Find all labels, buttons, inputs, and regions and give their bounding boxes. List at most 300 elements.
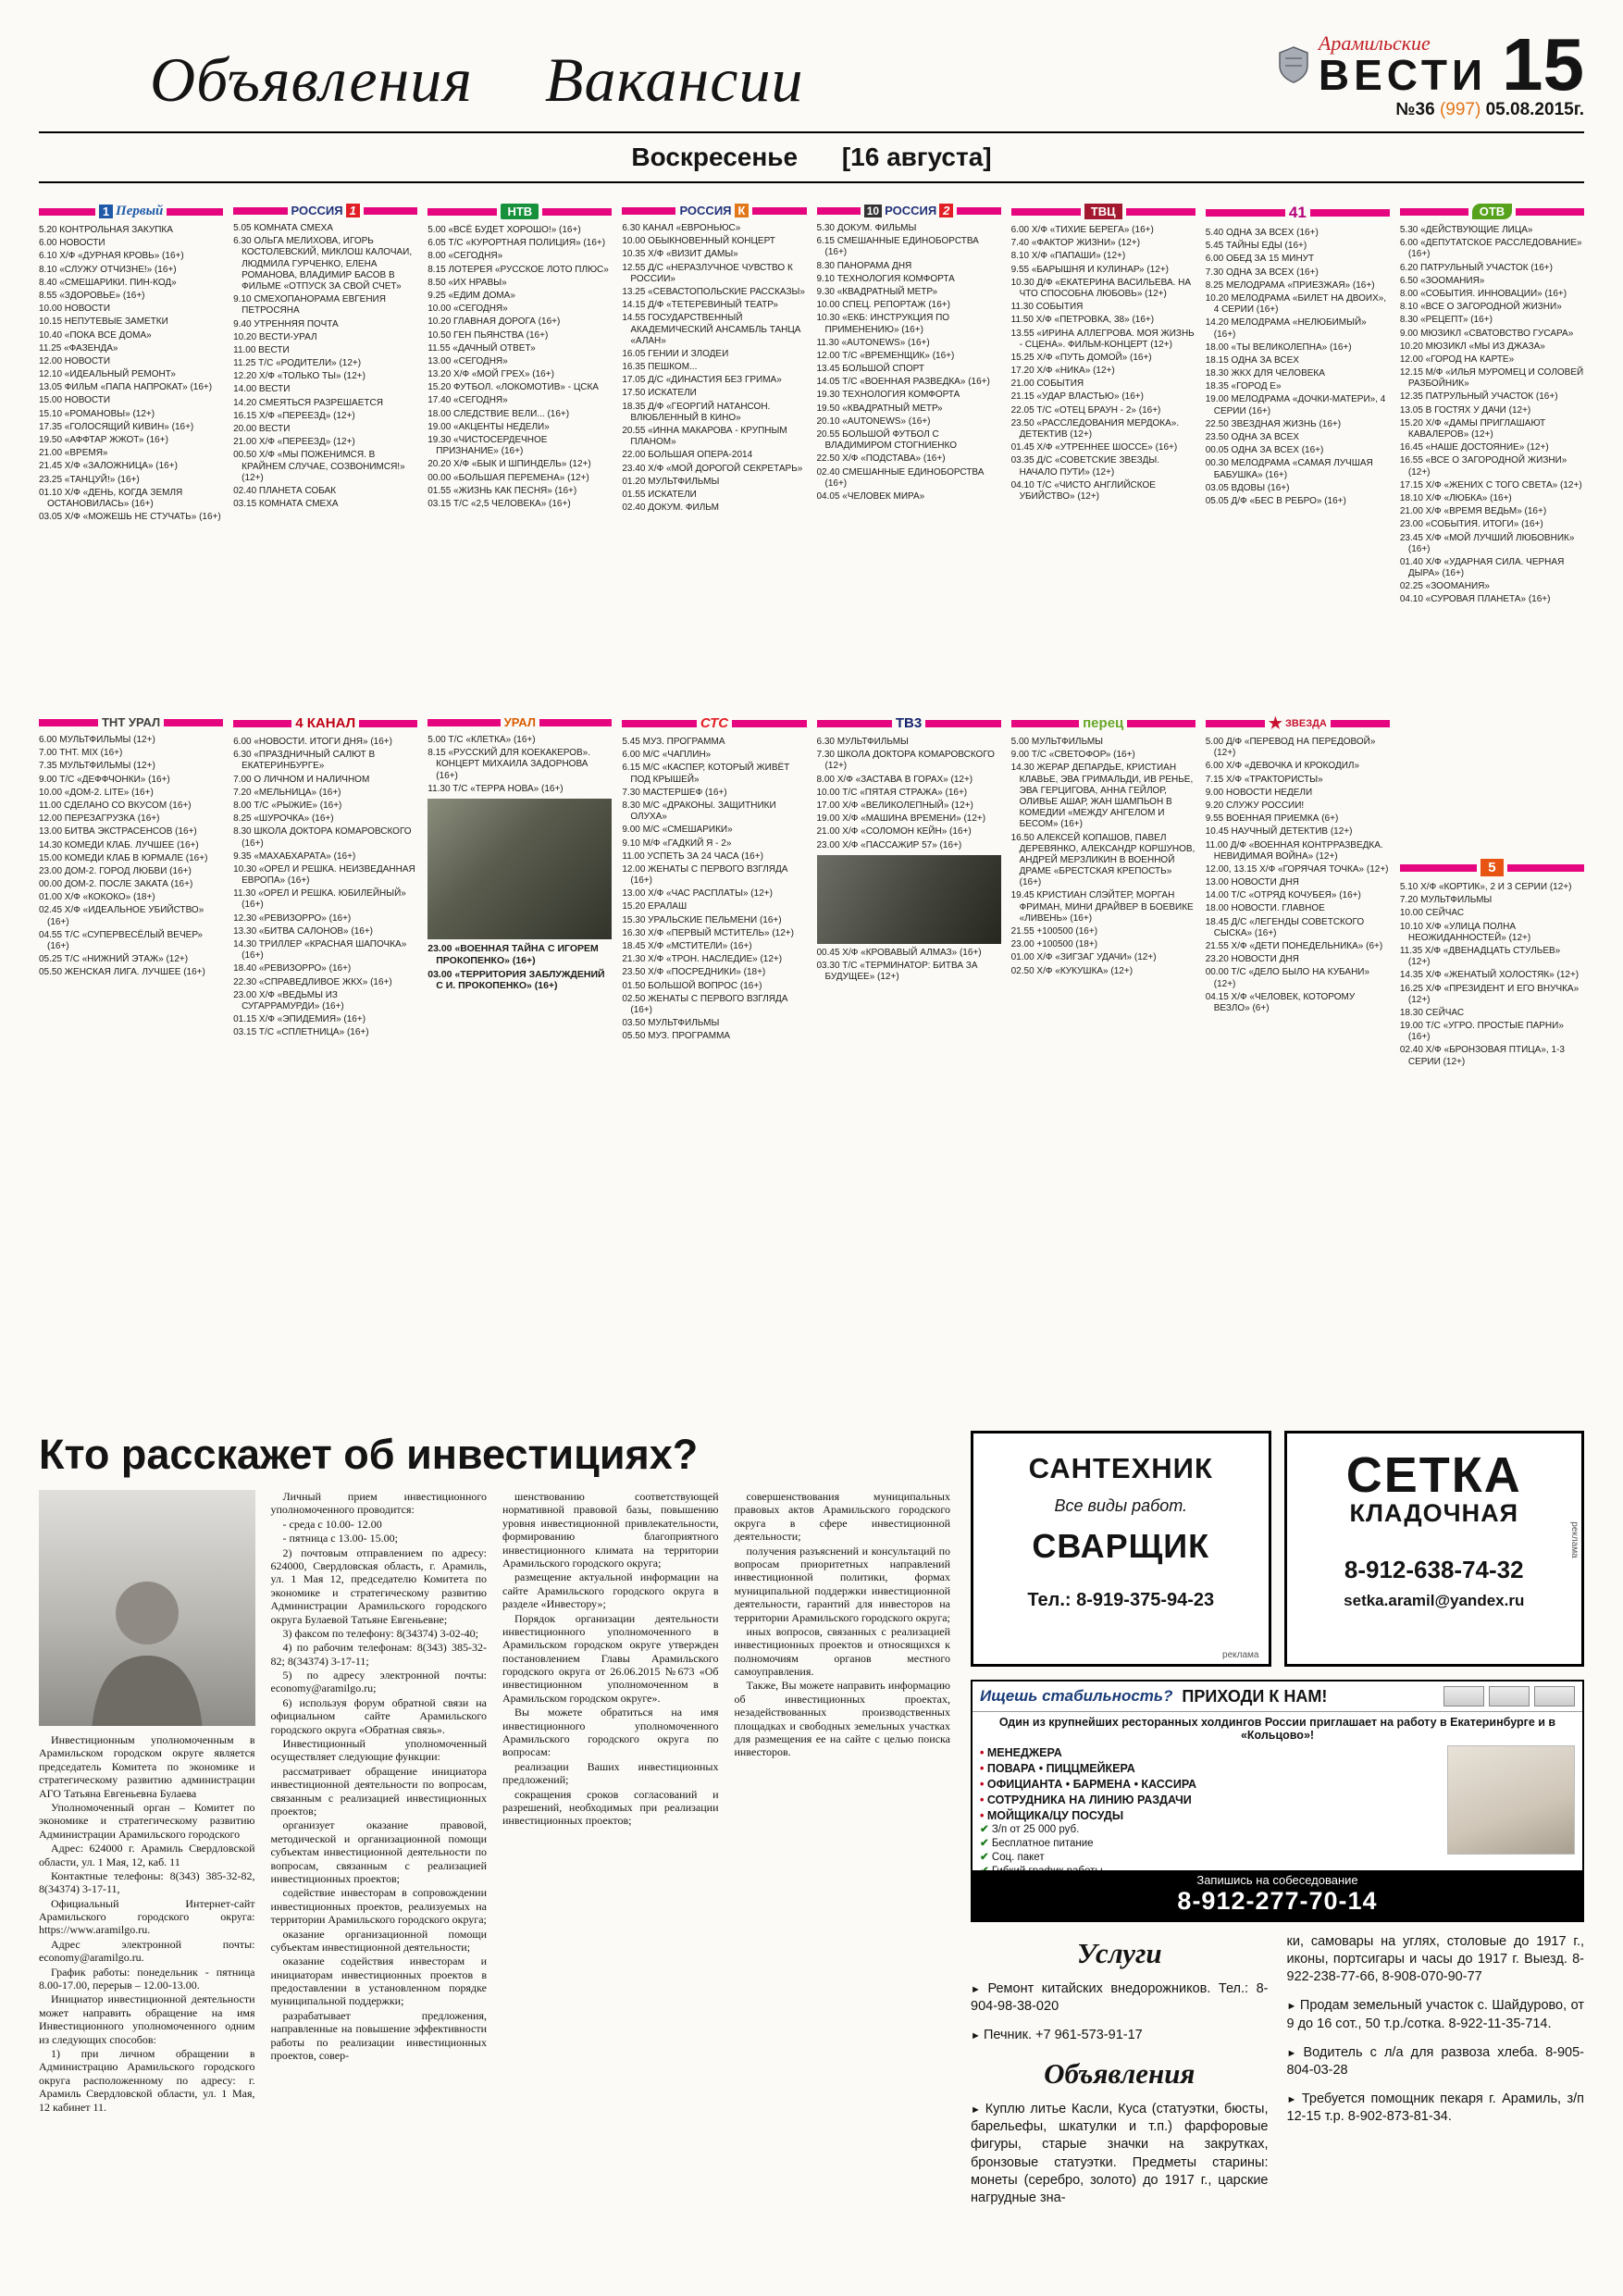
program-item: 21.55 +100500 (16+) (1010, 926, 1098, 937)
program-item: 6.00 «НОВОСТИ. ИТОГИ ДНЯ» (16+) (233, 737, 392, 747)
tv-column-8 (1400, 196, 1584, 1416)
restaurant-ad-phone: 8-912-277-70-14 (1177, 1887, 1378, 1915)
article-paragraph: организует оказание правовой, методической и организационной помощи субъектам инвестиционной деятельности по вопросам, связанным с реализацией инвестиционных проектов; (270, 1818, 487, 1885)
program-item: 03.05 ВДОВЫ (16+) (1205, 482, 1290, 493)
program-item: 6.00 «ДЕПУТАТСКОЕ РАССЛЕДОВАНИЕ» (16+) (1399, 238, 1582, 260)
article-paragraph: Инвестиционным уполномоченным в Арамильском городском округе является председатель Комитета по экономике и стратегическому развитию администрации АГО Татьяна Евгеньевна Булаева (39, 1733, 255, 1800)
article-paragraph: оказание организационной помощи субъектам инвестиционной деятельности; (270, 1927, 487, 1954)
program-item: 13.00 «СЕГОДНЯ» (427, 355, 508, 366)
program-item: 10.00 СЕЙЧАС (1399, 908, 1465, 919)
header-bar (1310, 209, 1390, 217)
header-bar (359, 720, 417, 727)
program-item: 02.40 ДОКУМ. ФИЛЬМ (622, 503, 719, 514)
program-item: 18.15 ОДНА ЗА ВСЕХ (1205, 354, 1299, 366)
program-item: 10.15 НЕПУТЕВЫЕ ЗАМЕТКИ (39, 316, 168, 328)
program-item: 21.45 Х/Ф «ЗАЛОЖНИЦА» (16+) (39, 461, 178, 472)
program-item: 17.05 Д/С «ДИНАСТИЯ БЕЗ ГРИМА» (622, 375, 782, 386)
program-item: 04.15 Х/Ф «ЧЕЛОВЕК, КОТОРОМУ ВЕЗЛО» (6+) (1205, 991, 1356, 1013)
program-item: 19.00 «АКЦЕНТЫ НЕДЕЛИ» (427, 421, 550, 432)
tv-program-grid (39, 196, 1584, 1416)
article-paragraph: шенствованию соответствующей нормативной правовой базы, повышению уровня инвестиционной привлекательности, формированию благоприятного инвестиционного климата на территории Арамильского городского округа; (502, 1490, 719, 1570)
program-item: 9.55 ВОЕННАЯ ПРИЕМКА (6+) (1205, 813, 1339, 825)
channel-block-perec (1011, 715, 1196, 977)
channel-name: ТВЦ (1084, 204, 1122, 219)
program-item: 10.00 «ДОМ-2. LITE» (16+) (39, 787, 154, 798)
issue-line (1395, 100, 1584, 120)
program-item: 02.25 «ЗООМАНИЯ» (1399, 581, 1490, 592)
program-item: 23.25 «ТАНЦУЙ!» (16+) (39, 474, 140, 485)
program-item: 13.25 «СЕВАСТОПОЛЬСКИЕ РАССКАЗЫ» (622, 286, 805, 297)
program-item: 04.55 Т/С «СУПЕРВЕСЁЛЫЙ ВЕЧЕР» (16+) (39, 929, 203, 951)
header-bar (817, 720, 892, 727)
channel-name: ЗВЕЗДА (1285, 717, 1327, 729)
program-item: 12.00 ПЕРЕЗАГРУЗКА (16+) (39, 813, 160, 825)
article-paragraph: оказание содействия инвесторам и инициаторам инвестиционных проектов в предоставлении в установленном порядке муниципальной поддержки; (270, 1955, 487, 2008)
header-bar (164, 719, 223, 726)
day-date: [16 августа] (841, 143, 992, 171)
program-item: 10.30 Д/Ф «ЕКАТЕРИНА ВАСИЛЬЕВА. НА ЧТО СПОСОБНА ЛЮБОВЬ» (12+) (1010, 277, 1192, 299)
header-bar (1206, 209, 1285, 217)
rossiya1-logo (291, 204, 360, 217)
program-item: 12.00 «ГОРОД НА КАРТЕ» (1399, 354, 1515, 365)
brand-bottom: ВЕСТИ (1318, 51, 1488, 99)
day-name: Воскресенье (631, 143, 799, 171)
channel-header (1011, 715, 1196, 731)
article-photo-portrait (39, 1490, 255, 1726)
program-item: 05.25 Т/С «НИЖНИЙ ЭТАЖ» (12+) (39, 954, 189, 965)
program-item: 8.15 ЛОТЕРЕЯ «РУССКОЕ ЛОТО ПЛЮС» (427, 264, 609, 275)
program-list (39, 735, 223, 979)
program-item: 8.30 М/С «ДРАКОНЫ. ЗАЩИТНИКИ ОЛУХА» (622, 800, 776, 823)
article-paragraph: совершенствования муниципальных правовых актов Арамильского городского округа в сфере инвестиционной деятельности; (734, 1490, 950, 1544)
header-bar (167, 208, 223, 216)
program-item: 12.00 НОВОСТИ (39, 355, 111, 366)
channel-name: СТС (700, 715, 729, 731)
program-item: 16.45 «НАШЕ ДОСТОЯНИЕ» (12+) (1399, 442, 1549, 453)
ntv-logo (501, 204, 539, 219)
program-item: 05.50 ЖЕНСКАЯ ЛИГА. ЛУЧШЕЕ (16+) (39, 967, 205, 978)
program-item: 10.10 Х/Ф «УЛИЦА ПОЛНА НЕОЖИДАННОСТЕЙ» (12+) (1399, 921, 1531, 943)
header-bar (957, 207, 1000, 215)
program-item: 10.00 Т/С «ПЯТАЯ СТРАЖА» (16+) (816, 787, 968, 798)
program-item: 20.00 ВЕСТИ (233, 424, 291, 434)
program-item: 00.05 ОДНА ЗА ВСЕХ (16+) (1205, 445, 1324, 456)
header-bar (1331, 720, 1390, 727)
perviy-logo (99, 204, 164, 219)
program-item: 11.00 СДЕЛАНО СО ВКУСОМ (16+) (39, 800, 192, 811)
program-item: 14.55 ГОСУДАРСТВЕННЫЙ АКАДЕМИЧЕСКИЙ АНСАМБЛЬ ТАНЦА «АЛАН» (622, 313, 801, 346)
program-item: 10.20 МЮЗИКЛ «МЫ ИЗ ДЖАЗА» (1399, 341, 1545, 352)
program-item: 01.55 «ЖИЗНЬ КАК ПЕСНЯ» (16+) (427, 485, 577, 496)
program-item: 5.00 Д/Ф «ПЕРЕВОД НА ПЕРЕДОВОЙ» (12+) (1205, 737, 1376, 759)
header-bar (1011, 208, 1081, 216)
tv-column-4 (622, 196, 806, 1416)
program-item: 7.30 МАСТЕРШЕФ (16+) (622, 787, 727, 798)
tv-column-2 (233, 196, 417, 1416)
tnt-logo (102, 715, 160, 729)
program-item: 10.00 НОВОСТИ (39, 304, 111, 315)
program-item: 23.00 Х/Ф «ВЕДЬМЫ ИЗ СУГАРРАМУРДИ» (16+) (233, 989, 344, 1011)
program-item: 11.25 Т/С «РОДИТЕЛИ» (12+) (233, 358, 362, 369)
issue-no: №36 (1395, 100, 1435, 119)
channel-block-rossiyak (622, 204, 806, 708)
article-paragraph: Контактные телефоны: 8(343) 385-32-82, 8(34374) 3-17-11, (39, 1868, 255, 1896)
program-item: 03.05 Х/Ф «МОЖЕШЬ НЕ СТУЧАТЬ» (16+) (39, 512, 221, 523)
program-item: 7.40 «ФАКТОР ЖИЗНИ» (12+) (1010, 238, 1141, 249)
program-item: 6.00 ОБЕД ЗА 15 МИНУТ (1205, 254, 1315, 265)
program-item: 10.50 ГЕН ПЬЯНСТВА (16+) (427, 329, 549, 341)
article-column-3 (502, 1490, 719, 2212)
article-paragraph: График работы: понедельник - пятница 8.00-17.00, перерыв – 12.00-13.00. (39, 1965, 255, 1992)
program-item: 10.20 МЕЛОДРАМА «БИЛЕТ НА ДВОИХ», 4 СЕРИИ (16+) (1205, 292, 1387, 316)
program-item: 14.30 ТРИЛЛЕР «КРАСНАЯ ШАПОЧКА» (16+) (233, 939, 407, 962)
program-item: 23.00 ДОМ-2. ГОРОД ЛЮБВИ (16+) (39, 865, 192, 876)
program-item: 6.00 Х/Ф «ДЕВОЧКА И КРОКОДИЛ» (1205, 761, 1360, 772)
program-list (233, 223, 417, 510)
channel-block-41 (1206, 204, 1390, 708)
program-item: 15.20 ЕРАЛАШ (622, 901, 688, 912)
promo-photo (1447, 1745, 1575, 1855)
classifieds (971, 1933, 1584, 2218)
program-item: 15.20 ФУТБОЛ. «ЛОКОМОТИВ» - ЦСКА (427, 382, 599, 393)
header-bar (39, 208, 95, 216)
channel-name: ОТВ (1472, 204, 1512, 219)
program-item: 6.20 ПАТРУЛЬНЫЙ УЧАСТОК (16+) (1399, 262, 1553, 273)
program-item: 14.30 ЖЕРАР ДЕПАРДЬЕ, КРИСТИАН КЛАВЬЕ, ЭВА ГРИМАЛЬДИ, ИВ РЕНЬЕ, ЭВА ГЕРЦИГОВА, АННА ГЕЙЛОР, ОЛИВЬЕ АШАР, ЖАН ШАМПЬОН В КОМЕДИИ «МЕЖДУ АНГЕЛОМ И БЕСОМ» (16+) (1010, 763, 1194, 830)
5kanal-logo (1481, 859, 1503, 876)
program-list (622, 737, 806, 1043)
channel-header (233, 715, 417, 731)
header-bar (622, 207, 675, 215)
program-item: 6.30 МУЛЬТФИЛЬМЫ (816, 737, 909, 747)
program-item: 00.30 МЕЛОДРАМА «САМАЯ ЛУЧШАЯ БАБУШКА» (16+) (1205, 458, 1373, 480)
program-item: 11.50 Х/Ф «ПЕТРОВКА, 38» (16+) (1010, 315, 1155, 326)
channel-block-otv (1400, 204, 1584, 851)
section-title (39, 43, 803, 120)
article-body (39, 1490, 950, 2212)
channel-header (1206, 715, 1390, 731)
header-bar (539, 719, 612, 726)
program-item: 18.45 Х/Ф «МСТИТЕЛИ» (16+) (622, 941, 752, 951)
header-bar (427, 719, 500, 726)
rossiya2-badge: 2 (939, 204, 953, 217)
restaurant-ad-header (973, 1682, 1582, 1712)
program-item: 7.00 ТНТ. MIX (16+) (39, 748, 123, 759)
program-item: 12.35 ПАТРУЛЬНЫЙ УЧАСТОК (16+) (1399, 391, 1558, 403)
program-item: 5.20 КОНТРОЛЬНАЯ ЗАКУПКА (39, 225, 173, 235)
program-item: 02.40 СМЕШАННЫЕ ЕДИНОБОРСТВА (16+) (816, 466, 985, 489)
program-item: 19.30 ТЕХНОЛОГИЯ КОМФОРТА (816, 390, 960, 401)
article-paragraph: 6) используя форум обратной связи на официальном сайте Арамильского городского округа «Обратная связь». (270, 1695, 487, 1736)
channel-name: 41 (1288, 204, 1307, 221)
program-item: 10.30 «ОРЕЛ И РЕШКА. НЕИЗВЕДАННАЯ ЕВРОПА» (16+) (233, 863, 415, 887)
program-item: 21.00 Х/Ф «СОЛОМОН КЕЙН» (16+) (816, 826, 972, 838)
channel-header (1400, 204, 1584, 219)
program-item: 19.00 Х/Ф «МАШИНА ВРЕМЕНИ» (12+) (816, 813, 986, 825)
plumber-ad-phone: Тел.: 8-919-375-94-23 (1027, 1590, 1215, 1610)
article-paragraph: реализации Ваших инвестиционных предложений; (502, 1759, 719, 1787)
article-paragraph: Адрес электронной почты: economy@aramilgo.ru. (39, 1937, 255, 1965)
program-item: 11.00 УСПЕТЬ ЗА 24 ЧАСА (16+) (622, 850, 763, 862)
channel-name: перец (1083, 715, 1124, 731)
program-item: 12.10 «ИДЕАЛЬНЫЙ РЕМОНТ» (39, 369, 176, 380)
services-heading: Услуги (1076, 1937, 1162, 1969)
program-item: 11.00 Д/Ф «ВОЕННАЯ КОНТРРАЗВЕДКА. НЕВИДИМАЯ ВОЙНА» (12+) (1205, 839, 1383, 862)
perviy-badge: 1 (99, 205, 113, 218)
program-item: 5.40 ОДНА ЗА ВСЕХ (16+) (1205, 228, 1319, 238)
program-item: 04.05 «ЧЕЛОВЕК МИРА» (816, 490, 925, 502)
program-item: 6.30 КАНАЛ «ЕВРОНЬЮС» (622, 223, 741, 233)
program-item: 21.15 «УДАР ВЛАСТЬЮ» (16+) (1010, 391, 1144, 403)
ads-list (971, 2101, 1269, 2207)
header-bar (1127, 720, 1196, 727)
program-item: 7.20 МУЛЬТФИЛЬМЫ (1399, 895, 1493, 906)
tv-column-7 (1206, 196, 1390, 1416)
program-list (1206, 737, 1390, 1014)
article-paragraph: Адрес: 624000 г. Арамиль Свердловской области, ул. 1 Мая, 12, каб. 11 (39, 1842, 255, 1868)
classified-item: ► Куплю литье Касли, Куса (статуэтки, бюсты, барельефы, шкатулки и т.п.) фарфоровые фигуры, старые значки на закрутках, бронзовые статуэтки. Предметы старины: монеты (серебро, золото) до 1917 г., царские нагрудные зна- (971, 2101, 1269, 2207)
restaurant-jobs-ad (971, 1680, 1584, 1922)
program-item: 15.20 Х/Ф «ДАМЫ ПРИГЛАШАЮТ КАВАЛЕРОВ» (12+) (1399, 417, 1546, 440)
program-item: 14.30 КОМЕДИ КЛАБ. ЛУЧШЕЕ (16+) (39, 839, 199, 850)
program-item: 17.15 Х/Ф «ЖЕНИХ С ТОГО СВЕТА» (12+) (1399, 479, 1582, 490)
program-list (1011, 737, 1196, 977)
article-paragraph: содействие инвесторам в сопровождении инвестиционных проектов, реализуемых на территории Арамильского городского округа; (270, 1886, 487, 1927)
channel-block-zvezda (1206, 715, 1390, 1014)
program-item: 21.00 Х/Ф «ВРЕМЯ ВЕДЬМ» (16+) (1399, 506, 1547, 517)
tv3-logo (896, 715, 922, 731)
program-item: 14.05 Т/С «ВОЕННАЯ РАЗВЕДКА» (16+) (816, 377, 990, 388)
positions-list (980, 1745, 1442, 1823)
program-item: 9.10 СМЕХОПАНОРАМА ЕВГЕНИЯ ПЕТРОСЯНА (233, 294, 386, 316)
program-item: 03.15 Т/С «СПЛЕТНИЦА» (16+) (233, 1027, 369, 1038)
classifieds-right (1287, 1933, 1585, 2218)
program-item: 9.00 НОВОСТИ НЕДЕЛИ (1205, 787, 1313, 798)
day-banner (39, 131, 1584, 183)
program-item: 8.10 Х/Ф «ПАПАШИ» (12+) (1010, 251, 1126, 262)
program-item: 02.45 Х/Ф «ИДЕАЛЬНОЕ УБИЙСТВО» (16+) (39, 905, 204, 927)
header-bar (1011, 720, 1080, 727)
article-paragraph: Инвестиционный уполномоченный осуществляет следующие функции: (270, 1737, 487, 1764)
program-item: 14.35 Х/Ф «ЖЕНАТЫЙ ХОЛОСТЯК» (12+) (1399, 970, 1580, 981)
program-item: 23.20 НОВОСТИ ДНЯ (1205, 954, 1299, 965)
program-item: 5.45 МУЗ. ПРОГРАММА (622, 737, 725, 747)
program-item: 9.10 М/Ф «ГАДКИЙ Я - 2» (622, 838, 732, 849)
program-item: 9.20 СЛУЖУ РОССИИ! (1205, 800, 1305, 811)
program-item: 12.00 ЖЕНАТЫ С ПЕРВОГО ВЗГЛЯДА (16+) (622, 863, 788, 887)
program-item: 22.05 Т/С «ОТЕЦ БРАУН - 2» (16+) (1010, 404, 1161, 416)
program-item: 11.30 СОБЫТИЯ (1010, 302, 1084, 313)
program-item: 6.15 СМЕШАННЫЕ ЕДИНОБОРСТВА (16+) (816, 236, 979, 258)
article-paragraph: 2) почтовым отправлением по адресу: 624000, Свердловская область, г. Арамиль, ул. 1 Мая 12, председателю Комитета по экономике и стратегическому развитию Администрации Арамильского городского округа Булаевой Татьяне Евгеньевне; (270, 1545, 487, 1626)
program-item: 01.00 Х/Ф «КОКОКО» (18+) (39, 892, 155, 903)
program-item: 05.05 Д/Ф «БЕС В РЕБРО» (16+) (1205, 495, 1346, 506)
program-item: 9.30 «КВАДРАТНЫЙ МЕТР» (816, 286, 938, 297)
program-item: 16.15 Х/Ф «ПЕРЕЕЗД» (12+) (233, 410, 355, 421)
program-item: 01.00 Х/Ф «ЗИГЗАГ УДАЧИ» (12+) (1010, 952, 1157, 963)
program-item: 23.45 Х/Ф «МОЙ ЛУЧШИЙ ЛЮБОВНИК» (16+) (1399, 532, 1575, 554)
program-item: 9.00 Т/С «ДЕФФЧОНКИ» (16+) (39, 774, 170, 785)
section-title-vacancies: Вакансии (544, 44, 804, 115)
program-item: 18.00 «ТЫ ВЕЛИКОЛЕПНА» (16+) (1205, 341, 1352, 353)
program-item: 7.30 ШКОЛА ДОКТОРА КОМАРОВСКОГО (12+) (816, 750, 995, 772)
classified-continuation: ки, самовары на углях, столовые до 1917 г., иконы, портсигары и часы до 1917 г. Выезд. 8-922-238-77-66, 8-908-070-90-77 (1286, 1934, 1584, 1985)
program-item: 11.30 Т/С «ТЕРРА НОВА» (16+) (427, 783, 564, 794)
program-item: 20.55 «ИННА МАКАРОВА - КРУПНЫМ ПЛАНОМ» (622, 426, 787, 448)
article-paragraph: Уполномоченный орган – Комитет по экономике и стратегическому развитию Администрации Арамильского городского (39, 1800, 255, 1841)
article-column-1 (39, 1490, 255, 2212)
program-item: 13.30 «БИТВА САЛОНОВ» (16+) (233, 925, 373, 937)
program-item: 23.50 «РАССЛЕДОВАНИЯ МЕРДОКА». ДЕТЕКТИВ (12+) (1010, 417, 1180, 440)
program-item: 15.25 Х/Ф «ПУТЬ ДОМОЙ» (16+) (1010, 352, 1152, 363)
program-item: 13.05 В ГОСТЯХ У ДАЧИ (12+) (1399, 404, 1531, 416)
channel-name: ТВ3 (895, 715, 923, 731)
classified-item: ► Печник. +7 961-573-91-17 (971, 2027, 1269, 2044)
header-bar (427, 208, 497, 216)
article-paragraph: - пятница с 13.00- 15.00; (282, 1532, 398, 1545)
partner-logo (1534, 1686, 1575, 1706)
program-item: 18.35 «ГОРОД Е» (1205, 381, 1282, 392)
program-item: 9.25 «ЕДИМ ДОМА» (427, 290, 515, 301)
program-item: 10.20 ГЛАВНАЯ ДОРОГА (16+) (427, 316, 561, 328)
program-item: 16.30 Х/Ф «ПЕРВЫЙ МСТИТЕЛЬ» (12+) (622, 927, 794, 938)
program-item: 12.30 «РЕВИЗОРРО» (16+) (233, 912, 352, 924)
header-bar (622, 720, 696, 727)
program-item: 17.50 ИСКАТЕЛИ (622, 388, 697, 399)
masthead (1278, 23, 1584, 120)
program-item: 18.35 Д/Ф «ГЕОРГИЙ НАТАНСОН. ВЛЮБЛЕННЫЙ В КИНО» (622, 401, 771, 423)
program-item: 6.00 МУЛЬТФИЛЬМЫ (12+) (39, 735, 155, 745)
program-item: 19.45 КРИСТИАН СЛЭЙТЕР, МОРГАН ФРИМАН, МИНИ ДРАЙВЕР В БОЕВИКЕ «ЛИВЕНЬ» (16+) (1010, 890, 1194, 924)
program-item: 14.20 СМЕЯТЬСЯ РАЗРЕШАЕТСЯ (233, 397, 383, 408)
program-item: 8.30 ШКОЛА ДОКТОРА КОМАРОВСКОГО (16+) (233, 826, 412, 849)
article-paragraph: разрабатывает предложения, направленные на повышение эффективности работы по реализации инвестиционных проектов, совер- (270, 2008, 487, 2063)
position-item: • МОЙЩИКА/ЦУ ПОСУДЫ (980, 1808, 1442, 1824)
program-item: 11.30 «ОРЕЛ И РЕШКА. ЮБИЛЕЙНЫЙ» (16+) (233, 888, 406, 911)
channel-block-tv3 (817, 715, 1001, 983)
program-item: 13.00 НОВОСТИ ДНЯ (1205, 877, 1299, 888)
position-item: • ОФИЦИАНТА • БАРМЕНА • КАССИРА (980, 1777, 1442, 1793)
program-item: 15.10 «РОМАНОВЫ» (12+) (39, 408, 155, 419)
program-item: 6.00 М/С «ЧАПЛИН» (622, 750, 712, 761)
channel-block-perviy (39, 204, 223, 708)
program-item: 8.25 МЕЛОДРАМА «ПРИЕЗЖАЯ» (16+) (1205, 279, 1375, 291)
program-item: 18.00 СЛЕДСТВИЕ ВЕЛИ... (16+) (427, 408, 570, 419)
article-paragraph: 4) по рабочим телефонам: 8(343) 385-32-82; 8(34374) 3-17-11; (270, 1641, 487, 1668)
channel-block-rossiya1 (233, 204, 417, 708)
program-item: 01.50 БОЛЬШОЙ ВОПРОС (16+) (622, 980, 762, 991)
program-item: 8.40 «СМЕШАРИКИ. ПИН-КОД» (39, 277, 177, 288)
program-item: 18.45 Д/С «ЛЕГЕНДЫ СОВЕТСКОГО СЫСКА» (16+) (1205, 916, 1365, 938)
rossiyak-logo (679, 204, 749, 217)
channel-name: УРАЛ (503, 715, 536, 729)
classified-item: ► Требуется помощник пекаря г. Арамиль, з/п 12-15 т.р. 8-902-873-81-34. (1287, 2091, 1585, 2126)
channel-block-4kanal (233, 715, 417, 1039)
article-paragraph: сокращения сроков согласований и разрешений, необходимых при реализации инвестиционных проектов; (502, 1787, 719, 1828)
program-item: 16.55 «ВСЕ О ЗАГОРОДНОЙ ЖИЗНИ» (12+) (1399, 455, 1567, 478)
program-item: 7.20 «МЕЛЬНИЦА» (16+) (233, 787, 341, 798)
article-paragraph: Также, Вы можете направить информацию об инвестиционных проектах, незадействованных производственных площадках и свободных земельных участках для размещения ее на сайте с целью поиска инвесторов. (734, 1679, 950, 1759)
program-item: 13.00 Х/Ф «ЧАС РАСПЛАТЫ» (12+) (622, 888, 773, 900)
rossiyak-badge: К (735, 204, 750, 217)
article-paragraph: 1) при личном обращении в Администрацию Арамильского городского округа расположенному по адресу: г. Арамиль Свердловской области, ул. 1 Мая, 12 кабинет 11. (39, 2046, 255, 2114)
article-headline: Кто расскажет об инвестициях? (39, 1431, 699, 1478)
issue-num: (997) (1439, 100, 1481, 119)
program-item: 9.00 МЮЗИКЛ «СВАТОВСТВО ГУСАРА» (1399, 328, 1574, 339)
program-item: 23.50 Х/Ф «ПОСРЕДНИКИ» (18+) (622, 967, 766, 978)
program-item: 14.00 Т/С «ОТРЯД КОЧУБЕЯ» (16+) (1205, 890, 1361, 901)
program-item: 10.35 Х/Ф «ВИЗИТ ДАМЫ» (622, 249, 738, 260)
program-item: 5.00 МУЛЬТФИЛЬМЫ (1010, 737, 1103, 747)
program-item: 23.50 ОДНА ЗА ВСЕХ (1205, 432, 1299, 442)
ads-heading: Объявления (1044, 2057, 1196, 2091)
article-caption (39, 1733, 255, 2114)
header-bar (1400, 864, 1477, 872)
channel-header (817, 715, 1001, 731)
program-item: 01.55 ИСКАТЕЛИ (622, 489, 697, 500)
header-bar (925, 720, 1000, 727)
page-header (39, 23, 1584, 120)
program-item: 5.10 Х/Ф «КОРТИК», 2 И 3 СЕРИИ (12+) (1399, 882, 1572, 892)
program-item: 8.50 «ИХ НРАВЫ» (427, 277, 507, 288)
program-item: 14.15 Д/Ф «ТЕТЕРЕВИНЫЙ ТЕАТР» (622, 300, 778, 311)
program-item: 21.55 Х/Ф «ДЕТИ ПОНЕДЕЛЬНИКА» (6+) (1205, 941, 1383, 951)
program-item: 15.00 НОВОСТИ (39, 395, 111, 406)
program-item: 01.45 Х/Ф «УТРЕННЕЕ ШОССЕ» (16+) (1010, 442, 1178, 453)
program-item: 22.00 БОЛЬШАЯ ОПЕРА-2014 (622, 450, 753, 461)
partner-logo (1443, 1686, 1484, 1706)
channel-block-ntv (427, 204, 612, 708)
mesh-ad-phone: 8-912-638-74-32 (1344, 1556, 1524, 1584)
mesh-ad-title: СЕТКА (1345, 1447, 1522, 1503)
program-item: 03.50 МУЛЬТФИЛЬМЫ (622, 1018, 720, 1029)
article-column-2 (271, 1490, 488, 2212)
program-item: 01.10 Х/Ф «ДЕНЬ, КОГДА ЗЕМЛЯ ОСТАНОВИЛАСЬ» (16+) (39, 487, 183, 509)
program-item: 18.10 Х/Ф «ЛЮБКА» (16+) (1399, 492, 1512, 503)
program-item: 6.05 Т/С «КУРОРТНАЯ ПОЛИЦИЯ» (16+) (427, 238, 606, 249)
program-item: 23.40 Х/Ф «МОЙ ДОРОГОЙ СЕКРЕТАРЬ» (622, 463, 803, 474)
header-bar (39, 719, 98, 726)
program-item: 23.00 «ВОЕННАЯ ТАЙНА С ИГОРЕМ ПРОКОПЕНКО» (16+) (427, 942, 599, 966)
program-item: 5.30 ДОКУМ. ФИЛЬМЫ (816, 223, 917, 233)
program-item: 16.50 АЛЕКСЕЙ КОПАШОВ, ПАВЕЛ ДЕРЕВЯНКО, АЛЕКСАНДР КОРШУНОВ, АНДРЕЙ МЕРЗЛИКИН В ВОЕННОЙ ДРАМЕ «БРЕСТСКАЯ КРЕПОСТЬ» (16+) (1010, 832, 1196, 888)
program-item: 9.00 М/С «СМЕШАРИКИ» (622, 825, 733, 836)
channel-header (427, 715, 612, 729)
program-item: 6.15 М/С «КАСПЕР, КОТОРЫЙ ЖИВЁТ ПОД КРЫШЕЙ» (622, 763, 790, 785)
program-item: 18.00 НОВОСТИ. ГЛАВНОЕ (1205, 903, 1325, 914)
program-item: 02.50 Х/Ф «КУКУШКА» (12+) (1010, 965, 1134, 976)
program-item: 21.00 Х/Ф «ПЕРЕЕЗД» (12+) (233, 437, 355, 448)
program-item: 19.00 МЕЛОДРАМА «ДОЧКИ-МАТЕРИ», 4 СЕРИИ (16+) (1205, 394, 1386, 416)
program-item: 9.00 Т/С «СВЕТОФОР» (16+) (1010, 750, 1135, 761)
program-item: 13.55 «ИРИНА АЛЛЕГРОВА. МОЯ ЖИЗНЬ - СЦЕНА». ФИЛЬМ-КОНЦЕРТ (12+) (1010, 328, 1195, 350)
program-item: 13.20 Х/Ф «МОЙ ГРЕХ» (16+) (427, 369, 554, 380)
investment-article (39, 1431, 950, 2225)
program-item: 10.30 «ЕКБ: ИНСТРУКЦИЯ ПО ПРИМЕНЕНИЮ» (16+) (816, 313, 950, 335)
program-item: 01.40 Х/Ф «УДАРНАЯ СИЛА. ЧЕРНАЯ ДЫРА» (16+) (1399, 556, 1565, 579)
rossiya2-logo (864, 204, 954, 217)
program-item: 22.30 «СПРАВЕДЛИВОЕ ЖКХ» (16+) (233, 976, 392, 987)
channel-name: РОССИЯ (885, 204, 937, 217)
program-item: 05.50 МУЗ. ПРОГРАММА (622, 1031, 731, 1042)
article-paragraph: получения разъяснений и консультаций по вопросам приоритетных направлений инвестиционной политики, формах муниципальной поддержки инвестиционной деятельности, гарантий для инвесторов на территории Арамильского городского округа; (734, 1544, 950, 1624)
program-item: 10.20 ВЕСТИ-УРАЛ (233, 331, 317, 342)
header-bar (233, 720, 291, 727)
program-item: 23.00 Х/Ф «ПАССАЖИР 57» (16+) (816, 839, 962, 850)
ads-list-more (1287, 1997, 1585, 2126)
program-list (427, 943, 612, 992)
program-item: 8.25 «ШУРОЧКА» (16+) (233, 813, 334, 825)
